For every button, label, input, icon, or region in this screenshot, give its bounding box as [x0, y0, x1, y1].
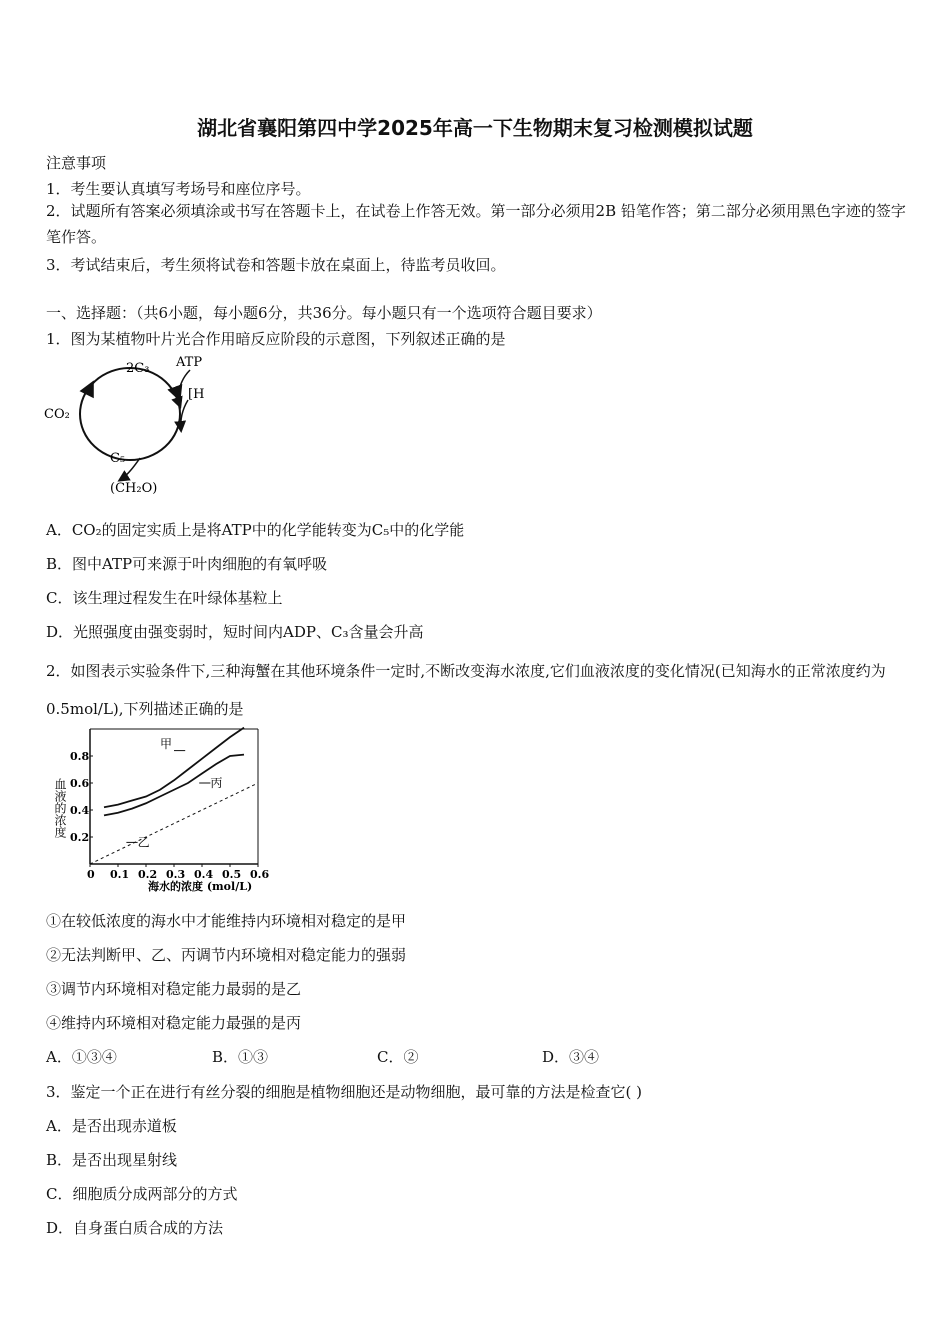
notice-item-2: 2．试题所有答案必须填涂或书写在答题卡上，在试卷上作答无效。第一部分必须用2B 铅笔作答；第二部分必须用黑色字迹的签字笔作答。: [46, 202, 906, 246]
q1-option-b: B．图中ATP可来源于叶肉细胞的有氧呼吸: [46, 555, 328, 573]
q2-chart: [48, 724, 278, 899]
diagram-h: [H: [188, 387, 205, 402]
q3-stem: 3．鉴定一个正在进行有丝分裂的细胞是植物细胞还是动物细胞，最可靠的方法是检查它( ): [46, 1083, 643, 1101]
notice-item-1: 1．考生要认真填写考场号和座位序号。: [46, 180, 311, 198]
q1-option-a: A．CO₂的固定实质上是将ATP中的化学能转变为C₅中的化学能: [46, 521, 465, 539]
notice-item-3: 3．考试结束后，考生须将试卷和答题卡放在桌面上，待监考员收回。: [46, 256, 506, 274]
y-tick-label: 0.4: [70, 804, 90, 817]
x-tick-label: 0.3: [166, 868, 186, 881]
cycle-loop: [80, 368, 180, 460]
notice-heading: 注意事项: [46, 154, 107, 172]
x-tick-label: 0.4: [194, 868, 214, 881]
y-tick-label: 0.2: [70, 831, 90, 844]
series-line-丙: [104, 755, 244, 816]
x-tick-label: 0: [87, 868, 95, 881]
q2-stem: 2．如图表示实验条件下,三种海蟹在其他环境条件一定时,不断改变海水浓度,它们血液浓度的变化情况(已知海水的正常浓度约为0.5mol/L),下列描述正确的是: [46, 662, 886, 718]
q2-option-b: B．①③: [212, 1048, 269, 1066]
chart-xlabel: 海水的浓度 (mol/L): [148, 880, 253, 893]
q3-option-d: D．自身蛋白质合成的方法: [46, 1219, 224, 1237]
diagram-atp: ATP: [176, 355, 203, 370]
series-line-甲: [104, 728, 244, 808]
q1-option-c: C．该生理过程发生在叶绿体基粒上: [46, 589, 283, 607]
y-tick-label: 0.6: [70, 777, 90, 790]
x-tick-label: 0.2: [138, 868, 158, 881]
diagram-c3: 2C₃: [126, 361, 150, 376]
y-tick-label: 0.8: [70, 750, 90, 763]
q3-option-a: A．是否出现赤道板: [46, 1117, 177, 1135]
section-heading: 一、选择题：（共6小题，每小题6分，共36分。每小题只有一个选项符合题目要求）: [46, 304, 602, 322]
h-arrow: [181, 400, 188, 430]
series-line-乙: [90, 783, 258, 864]
x-tick-label: 0.1: [110, 868, 130, 881]
q1-option-d: D．光照强度由强变弱时，短时间内ADP、C₃含量会升高: [46, 623, 424, 641]
diagram-co2: CO₂: [44, 407, 70, 422]
calvin-cycle-diagram: [40, 350, 230, 500]
page-title: 湖北省襄阳第四中学2025年高一下生物期末复习检测模拟试题: [197, 116, 753, 140]
x-tick-label: 0.6: [250, 868, 270, 881]
series-label: 乙: [137, 835, 150, 850]
chart-ylabel: 血液的浓度: [53, 778, 67, 838]
q2-statement-1: ①在较低浓度的海水中才能维持内环境相对稳定的是甲: [46, 912, 407, 930]
q2-statement-2: ②无法判断甲、乙、丙调节内环境相对稳定能力的强弱: [46, 946, 407, 964]
x-tick-label: 0.5: [222, 868, 242, 881]
diagram-c5: C₅: [110, 451, 126, 466]
q1-stem: 1．图为某植物叶片光合作用暗反应阶段的示意图，下列叙述正确的是: [46, 330, 506, 348]
q2-option-d: D．③④: [542, 1048, 600, 1066]
q3-option-b: B．是否出现星射线: [46, 1151, 178, 1169]
series-label: 甲: [160, 736, 173, 751]
q2-option-a: A．①③④: [46, 1048, 117, 1066]
q3-option-c: C．细胞质分成两部分的方式: [46, 1185, 238, 1203]
diagram-ch2o: (CH₂O): [110, 481, 158, 496]
q2-option-c: C．②: [377, 1048, 419, 1066]
q2-statement-3: ③调节内环境相对稳定能力最弱的是乙: [46, 980, 302, 998]
series-label: 丙: [210, 776, 223, 791]
q2-statement-4: ④维持内环境相对稳定能力最强的是丙: [46, 1014, 302, 1032]
